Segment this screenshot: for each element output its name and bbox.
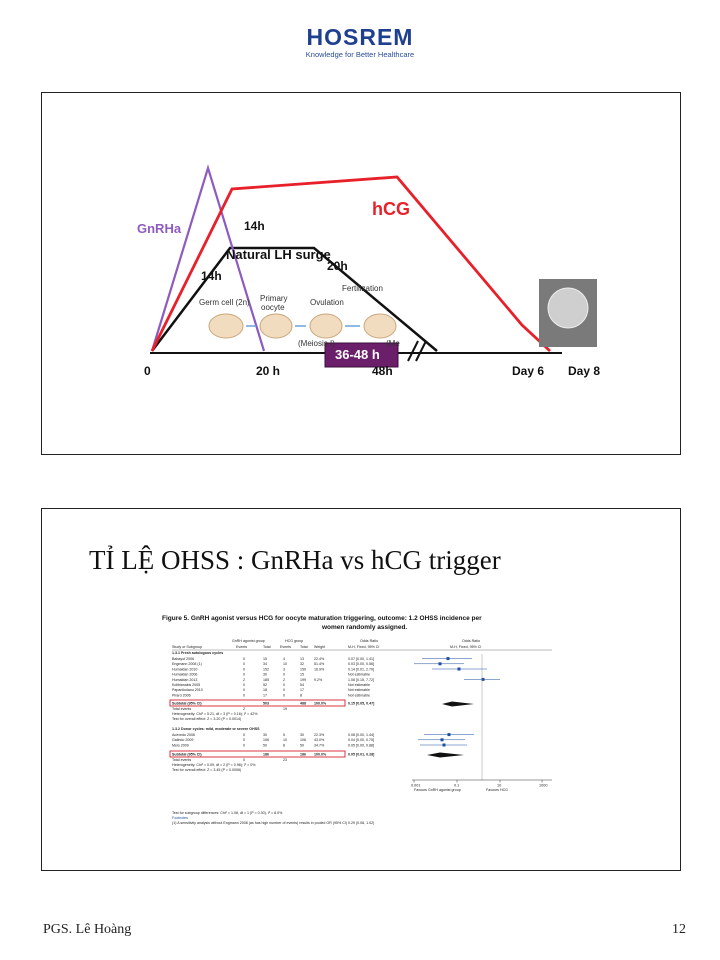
total-gnrha: 106 (263, 738, 269, 743)
header-total-b: Total (300, 645, 308, 649)
subtotal2-weight: 100.0% (314, 752, 327, 757)
events-hcg: 0 (283, 672, 285, 677)
natural-lh-label: Natural LH surge (226, 247, 331, 262)
total-hcg: 50 (300, 743, 304, 748)
point-estimate (448, 733, 451, 736)
total-hcg: 106 (300, 738, 306, 743)
total-gnrha: 185 (263, 677, 269, 682)
subtotal1-diamond (442, 702, 474, 707)
subgroup2-rows (172, 733, 474, 747)
odds-ratio-ci: Not estimable (348, 672, 370, 677)
events-gnrha: 0 (243, 733, 245, 737)
subgroup1-label: 1.3.1 Fresh autologous cycles (172, 651, 224, 655)
subgroup1-rows (172, 657, 500, 697)
total-hcg: 15 (300, 672, 304, 677)
header-weight: Weight (314, 645, 326, 649)
x-tick-day6: Day 6 (512, 364, 545, 378)
favours-gnrha-label: Favours GnRH agonist group (414, 788, 461, 792)
footnotes-label: Footnotes (172, 816, 188, 820)
subgroup1-heterogeneity: Heterogeneity: Chi² = 5.21, df = 3 (P = 0.16); I² = 42% (172, 712, 258, 716)
events-hcg: 5 (283, 733, 285, 737)
forest-plot-figure (152, 604, 572, 844)
x-tick-day8: Day 8 (568, 364, 601, 378)
fertilization-label: Fertilization (342, 284, 383, 293)
embryo-photo-cell (548, 288, 588, 328)
label-14h-top: 14h (244, 219, 265, 233)
axis-tick-label: 0.001 (411, 783, 421, 788)
odds-ratio-ci: 0.03 [0.00, 0.56] (348, 662, 374, 667)
subtotal1-ci: 0.15 [0.05, 0.47] (348, 701, 375, 706)
footnote-text: (1) A sensitivity analysis without Engmann 2008 (as has high number of events) results in pooled OR (95% CI) 0.29 (0.08, 1.02) (172, 821, 375, 825)
favours-hcg-label: Favours HCG (486, 788, 508, 792)
odds-ratio-ci: Not estimable (348, 683, 370, 687)
events-hcg: 8 (283, 743, 285, 748)
total-gnrha: 15 (263, 657, 267, 661)
germ-cell-image (209, 314, 243, 338)
subtotal1-events-b: 19 (283, 707, 287, 711)
total-hcg: 54 (300, 683, 304, 687)
footer-author: PGS. Lê Hoàng (43, 922, 132, 937)
subtotal1-events-label: Total events (172, 707, 192, 711)
total-gnrha: 34 (263, 662, 267, 667)
events-gnrha: 0 (243, 672, 245, 677)
logo-tagline: Knowledge for Better Healthcare (305, 50, 415, 59)
total-gnrha: 30 (263, 672, 267, 677)
study-name: Melo 2009 (172, 743, 189, 748)
events-hcg: 10 (283, 662, 287, 667)
page-number: 12 (672, 922, 686, 937)
ovulation-oocyte-image (310, 314, 342, 338)
events-hcg: 0 (283, 683, 285, 687)
point-estimate (443, 744, 446, 747)
header-or-right: Odds Ratio (462, 639, 480, 643)
x-tick-0: 0 (144, 364, 151, 378)
hosrem-logo (300, 24, 420, 64)
header-group-a: GnRH agonist group (232, 639, 265, 643)
odds-ratio-ci: Not estimable (348, 693, 370, 698)
germ-cell-label: Germ cell (2n) (199, 298, 250, 307)
primary-oocyte-image (260, 314, 292, 338)
axis-tick-label: 10 (497, 783, 502, 788)
total-hcg: 17 (300, 688, 304, 693)
weight: 9.2% (314, 677, 323, 682)
total-gnrha: 52 (263, 683, 267, 687)
weight: 22.4% (314, 657, 325, 661)
subtotal2-total-b: 186 (300, 752, 306, 757)
point-estimate (439, 662, 442, 665)
subtotal2-events-label: Total events (172, 758, 192, 762)
total-gnrha: 30 (263, 733, 267, 737)
subgroup-difference-test: Test for subgroup differences: Chi² = 1.08, df = 1 (P = 0.30), I² = 8.0% (172, 811, 283, 815)
total-hcg: 30 (300, 733, 304, 737)
forest-axis-ticks (411, 780, 547, 788)
subtotal1-total-b: 488 (300, 701, 306, 706)
axis-tick-label: 1000 (539, 783, 548, 788)
events-gnrha: 0 (243, 743, 245, 748)
slide-ohss-rate (41, 508, 681, 871)
total-hcg: 150 (300, 667, 306, 672)
weight: 43.0% (314, 738, 325, 743)
figure-caption-line2: women randomly assigned. (322, 624, 408, 631)
weight: 16.9% (314, 667, 325, 672)
study-name: Papanikolaou 2010 (172, 688, 203, 693)
odds-ratio-ci: 0.08 [0.00, 1.44] (348, 733, 374, 737)
odds-ratio-ci: 1.08 [0.15, 7.72] (348, 677, 374, 682)
study-name: Pirard 2006 (172, 693, 191, 698)
point-estimate (441, 738, 444, 741)
odds-ratio-ci: 0.05 [0.00, 0.88] (348, 743, 374, 748)
header-method-right: M-H, Fixed, 95% CI (450, 645, 482, 649)
slide-trigger-diagram (41, 92, 681, 455)
weight: 22.3% (314, 733, 325, 737)
meiosis-label: (Meiosis I) (298, 339, 335, 348)
total-gnrha: 18 (263, 688, 267, 693)
events-hcg: 10 (283, 738, 287, 743)
study-name: Babayof 2006 (172, 657, 195, 661)
subtotal2-events-b: 23 (283, 758, 287, 762)
total-hcg: 199 (300, 677, 306, 682)
fertilization-oocyte-image (364, 314, 396, 338)
oocyte-label: oocyte (261, 303, 285, 312)
subgroup2-label: 1.3.2 Donor cycles: mild, moderate or severe OHSS (172, 727, 260, 731)
meiosis-label-partial: (Me (386, 339, 400, 348)
header-events-b: Events (280, 645, 291, 649)
study-name: Engmann 2008 (1) (172, 662, 202, 667)
header-group-b: HCG group (285, 639, 304, 643)
events-hcg: 2 (283, 677, 285, 682)
odds-ratio-ci: 0.04 [0.00, 0.75] (348, 738, 374, 743)
total-gnrha: 17 (263, 693, 267, 698)
events-gnrha: 0 (243, 667, 245, 672)
slide-title: TỈ LỆ OHSS : GnRHa vs hCG trigger (89, 545, 501, 575)
odds-ratio-ci: 0.14 [0.01, 2.70] (348, 667, 374, 672)
total-gnrha: 152 (263, 667, 269, 672)
trigger-timeline-diagram (42, 93, 680, 454)
subtotal1-events-a: 2 (243, 707, 245, 711)
events-hcg: 0 (283, 693, 285, 698)
subgroup1-effect-test: Test for overall effect: Z = 3.20 (P = 0.0014) (172, 717, 242, 721)
events-gnrha: 0 (243, 662, 245, 667)
subtotal2-ci: 0.05 [0.01, 0.28] (348, 752, 375, 757)
window-label: 36-48 h (335, 347, 380, 362)
total-hcg: 8 (300, 693, 302, 698)
events-hcg: 0 (283, 688, 285, 693)
events-gnrha: 0 (243, 683, 245, 687)
total-gnrha: 50 (263, 743, 267, 748)
subtotal2-diamond (427, 753, 464, 758)
header-or-left: Odds Ratio (360, 639, 378, 643)
events-gnrha: 2 (243, 677, 245, 682)
odds-ratio-ci: 0.07 [0.00, 1.41] (348, 657, 374, 661)
weight: 51.4% (314, 662, 325, 667)
subtotal1-label: Subtotal (95% CI) (172, 701, 202, 706)
hcg-label: hCG (372, 199, 410, 219)
study-name: Humaidan 2006 (172, 672, 198, 677)
ovulation-label: Ovulation (310, 298, 344, 307)
study-name: Humaidan 2010 (172, 667, 198, 672)
study-name: Kolibianakis 2005 (172, 683, 201, 687)
subtotal1-total-a: 503 (263, 701, 269, 706)
events-gnrha: 0 (243, 738, 245, 743)
point-estimate (447, 657, 450, 660)
header-study: Study or Subgroup (172, 645, 202, 649)
label-14h-left: 14h (201, 269, 222, 283)
x-tick-48h: 48h (372, 364, 393, 378)
subgroup2-effect-test: Test for overall effect: Z = 3.45 (P = 0.0006) (172, 768, 242, 772)
subtotal2-events-a: 0 (243, 758, 245, 762)
x-tick-20h: 20 h (256, 364, 281, 378)
events-gnrha: 0 (243, 657, 245, 661)
total-hcg: 32 (300, 662, 304, 667)
subtotal1-weight: 100.0% (314, 701, 327, 706)
subtotal2-total-a: 186 (263, 752, 269, 757)
subtotal2-label: Subtotal (95% CI) (172, 752, 202, 757)
axis-tick-label: 0.1 (454, 783, 460, 788)
events-gnrha: 0 (243, 693, 245, 698)
weight: 34.7% (314, 743, 325, 748)
label-20h: 20h (327, 259, 348, 273)
total-hcg: 13 (300, 657, 304, 661)
gnrha-label: GnRHa (137, 221, 182, 236)
events-hcg: 4 (283, 657, 285, 661)
events-hcg: 3 (283, 667, 285, 672)
header-method-left: M-H, Fixed, 95% CI (348, 645, 380, 649)
study-name: Humaidan 2013 (172, 677, 198, 682)
events-gnrha: 0 (243, 688, 245, 693)
header-total-a: Total (263, 645, 271, 649)
odds-ratio-ci: Not estimable (348, 688, 370, 693)
figure-caption-line1: Figure 5. GnRH agonist versus HCG for oocyte maturation triggering, outcome: 1.2 OHSS incidence per (162, 615, 482, 622)
study-name: Acevedo 2006 (172, 733, 195, 737)
header-events-a: Events (236, 645, 247, 649)
study-name: Galindo 2009 (172, 738, 194, 743)
point-estimate (458, 668, 461, 671)
primary-label: Primary (260, 294, 288, 303)
subgroup2-heterogeneity: Heterogeneity: Chi² = 0.09, df = 2 (P = 0.96); I² = 0% (172, 763, 256, 767)
logo-name: HOSREM (306, 24, 414, 50)
